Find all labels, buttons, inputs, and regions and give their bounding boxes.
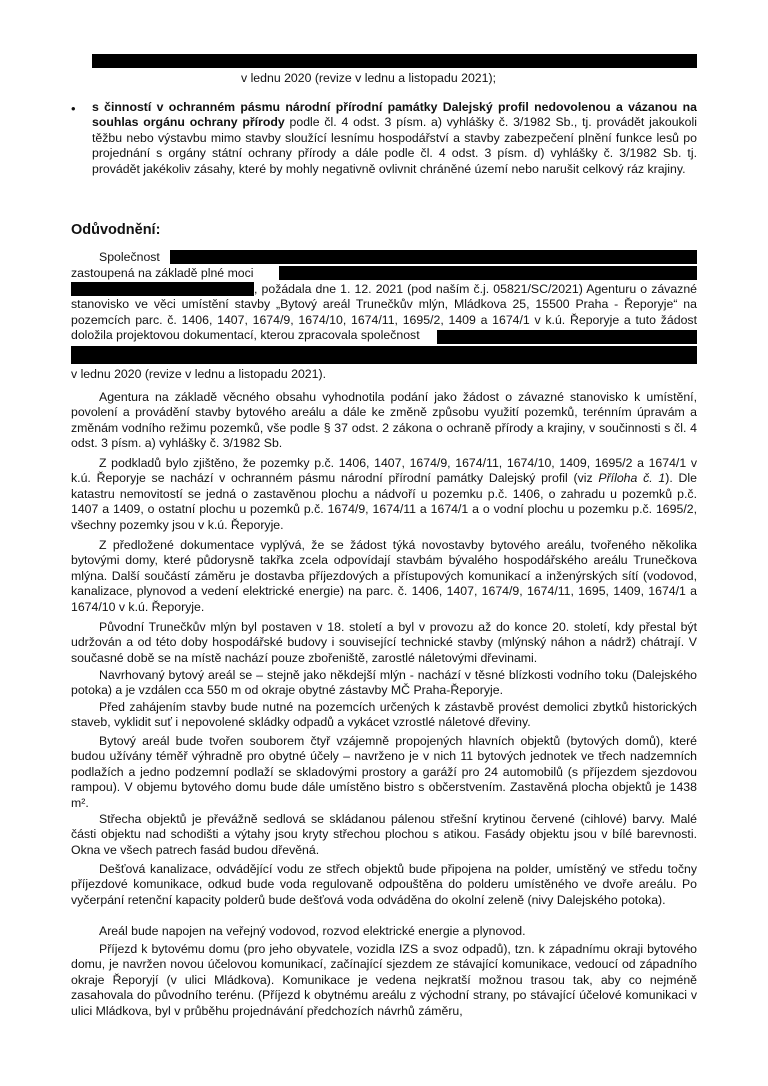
intro-representation-label: zastoupená na základě plné moci (71, 266, 254, 280)
bullet-marker: • (71, 101, 76, 116)
paragraph-utilities: Areál bude napojen na veřejný vodovod, rozvod elektrické energie a plynovod. (99, 924, 526, 938)
top-line (71, 71, 697, 86)
paragraph-land-parcels (71, 456, 697, 533)
intro-request-text: , požádala dne 1. 12. 2021 (pod naším č.j. 05821/SC/2021) Agenturu o závazné stanovisko ve věci umístění stavby „Bytový areál Trunečkův mlýn, Mládkova 25, 15500 Praha - Řeporyje“ na pozemcích parc. č. 1406, 1407, 1674/9, 1674/10, 1674/11, 1695/2, 1409 a 1674/1 v k.ú. Řeporyje a tuto žádost doložila projektovou dokumentací, kterou zpracovala společnost (71, 282, 697, 343)
section-heading: Odůvodnění: (71, 222, 161, 238)
intro-company-label: Společnost (99, 250, 160, 264)
land-parcels-text-a: Z podkladů bylo zjištěno, že pozemky p.č. 1406, 1407, 1674/9, 1674/11, 1674/10, 1409, 1695/2 a 1674/1 v k.ú. Řeporyje se nachází v ochranném pásmu národní přírodní památky Dalejský profil (viz (71, 456, 697, 486)
paragraph-access-road: Příjezd k bytovému domu (pro jeho obyvatele, vozidla IZS a svoz odpadů), tzn. k západnímu okraji bytového domu, je navržen novou účelovou komunikací, začínající sjezdem ze stávající komunikace, vedoucí od západního okraje Řeporyjí (v ulici Mládkova). Komunikace je vedena nejkratší možnou trasou tak, aby co nejméně zasahovala do původního terénu. (Příjezd k obytnému areálu z východní strany, po stávající účelové komunikaci v ulici Mládkova, byl v průběhu projednávání předchozích návrhů záměru, (71, 942, 697, 1018)
bullet-bold-text: s činností v ochranném pásmu národní přírodní památky Dalejský profil nedovolenou a vázanou na souhlas orgánu ochrany přírody (92, 100, 697, 130)
top-line-text: v lednu 2020 (revize v lednu a listopadu 2021); (241, 71, 496, 85)
land-parcels-text-b: ). Dle katastru nemovitostí se jedná o zastavěnou plochu a nádvoří u pozemku p.č. 1406, o zahradu u pozemků p.č. 1407 a 1409, o ostatní plochu u pozemků p.č. 1674/9, 1674/11 a 1674/1 a o vodní plochu u pozemku p.č. 1695/2, všechny pozemky jsou v k.ú. Řeporyje. (71, 471, 697, 532)
paragraph-assessment: Agentura na základě věcného obsahu vyhodnotila podání jako žádost o závazné stanovisko k umístění, povolení a provádění stavby bytového areálu a dále ke změně způsobu využití pozemků, terénním úpravám a změnám vodního režimu pozemků, vše podle § 37 odst. 2 zákona o ochraně přírody a krajiny, v součinnosti s čl. 4 odst. 3 písm. a) vyhlášky č. 3/1982 Sb. (71, 390, 697, 451)
redaction-bar (437, 330, 697, 344)
paragraph-demolition: Před zahájením stavby bude nutné na pozemcích určených k zástavbě provést demolici zbytků historických staveb, vyklidit suť i nepovolené skládky odpadů a vykácet vzrostlé náletové dřeviny. (71, 700, 697, 730)
bullet-text: podle čl. 4 odst. 3 písm. a) vyhlášky č. 3/1982 Sb., tj. provádět jakoukoli těžbu nebo výstavbu mimo stavby sloužící lesnímu hospodářství a stavby zabezpečení plnění funkce lesů po projednání s orgány státní ochrany přírody a dále podle čl. 4 odst. 3 písm. d) vyhlášky č. 3/1982 Sb. tj. provádět jakékoliv zásahy, které by mohly negativně ovlivnit chráněné území nebo narušit celkový ráz krajiny. (92, 115, 697, 176)
intro-tail-text: v lednu 2020 (revize v lednu a listopadu 2021). (71, 367, 326, 381)
paragraph-mill-history: Původní Trunečkův mlýn byl postaven v 18. století a byl v provozu až do konce 20. století, kdy přestal být udržován a od této doby hospodářské budovy i související technické stavby (mlýnský náhon a nádrž) chátrají. V současné době se na místě nachází pouze zbořeniště, zarostlé náletovými dřevinami. (71, 620, 697, 665)
bullet-paragraph (92, 100, 697, 177)
paragraph-drainage: Dešťová kanalizace, odvádějící vodu ze střech objektů bude připojena na polder, umístěný ve středu točny příjezdové komunikace, odkud bude voda regulovaně odpouštěna do polderu umístěného ve dvoře areálu. Po vyčerpání retenční kapacity polderů bude dešťová voda odváděna do okolní zeleně (nivy Dalejského potoka). (71, 862, 697, 907)
paragraph-building-description: Bytový areál bude tvořen souborem čtyř vzájemně propojených hlavních objektů (bytových domů), které budou užívány téměř výhradně pro obytné účely – navrženo je v nich 11 bytových jednotek ve třech nadzemních podlažích a jedno podzemní podlaží se skladovými prostory a garáží pro 24 automobilů (s příjezdem sjezdovou rampou). V objemu bytového domu bude dále umístěno bistro s občerstvením. Zastavěná plocha objektů je 1438 m². (71, 734, 697, 810)
paragraph-roof-facade: Střecha objektů je převážně sedlová se skládanou pálenou střešní krytinou červené (cihlové) barvy. Malé části objektu nad schodišti a výtahy jsou kryty střechou plochou s atikou. Fasády objektu jsou v bílé barevnosti. Okna ve všech patrech fasád budou dřevěná. (71, 812, 697, 857)
paragraph-location: Navrhovaný bytový areál se – stejně jako někdejší mlýn - nachází v těsné blízkosti vodního toku (Dalejského potoka) a je vzdálen cca 550 m od okraje obytné zástavby MČ Praha-Řeporyje. (71, 668, 697, 698)
intro-tail (71, 367, 697, 382)
redaction-bar (71, 346, 697, 364)
redaction-bar (170, 250, 697, 264)
redaction-bar (279, 266, 697, 280)
redaction-bar (92, 54, 697, 68)
annex-reference: Příloha č. 1 (598, 471, 666, 486)
paragraph-project-scope: Z předložené dokumentace vyplývá, že se žádost týká novostavby bytového areálu, tvořeného několika bytovými domy, které půdorysně takřka zcela odpovídají stavbám bývalého hospodářského areálu Trunečkova mlýna. Další součástí záměru je dostavba příjezdových a přístupových komunikací a inženýrských sítí (vodovod, kanalizace, plynovod a vedení elektrické energie) na parc. č. 1406, 1407, 1674/9, 1674/11, 1695, 1409, 1674/1 a 1674/10 v k.ú. Řeporyje. (71, 538, 697, 614)
